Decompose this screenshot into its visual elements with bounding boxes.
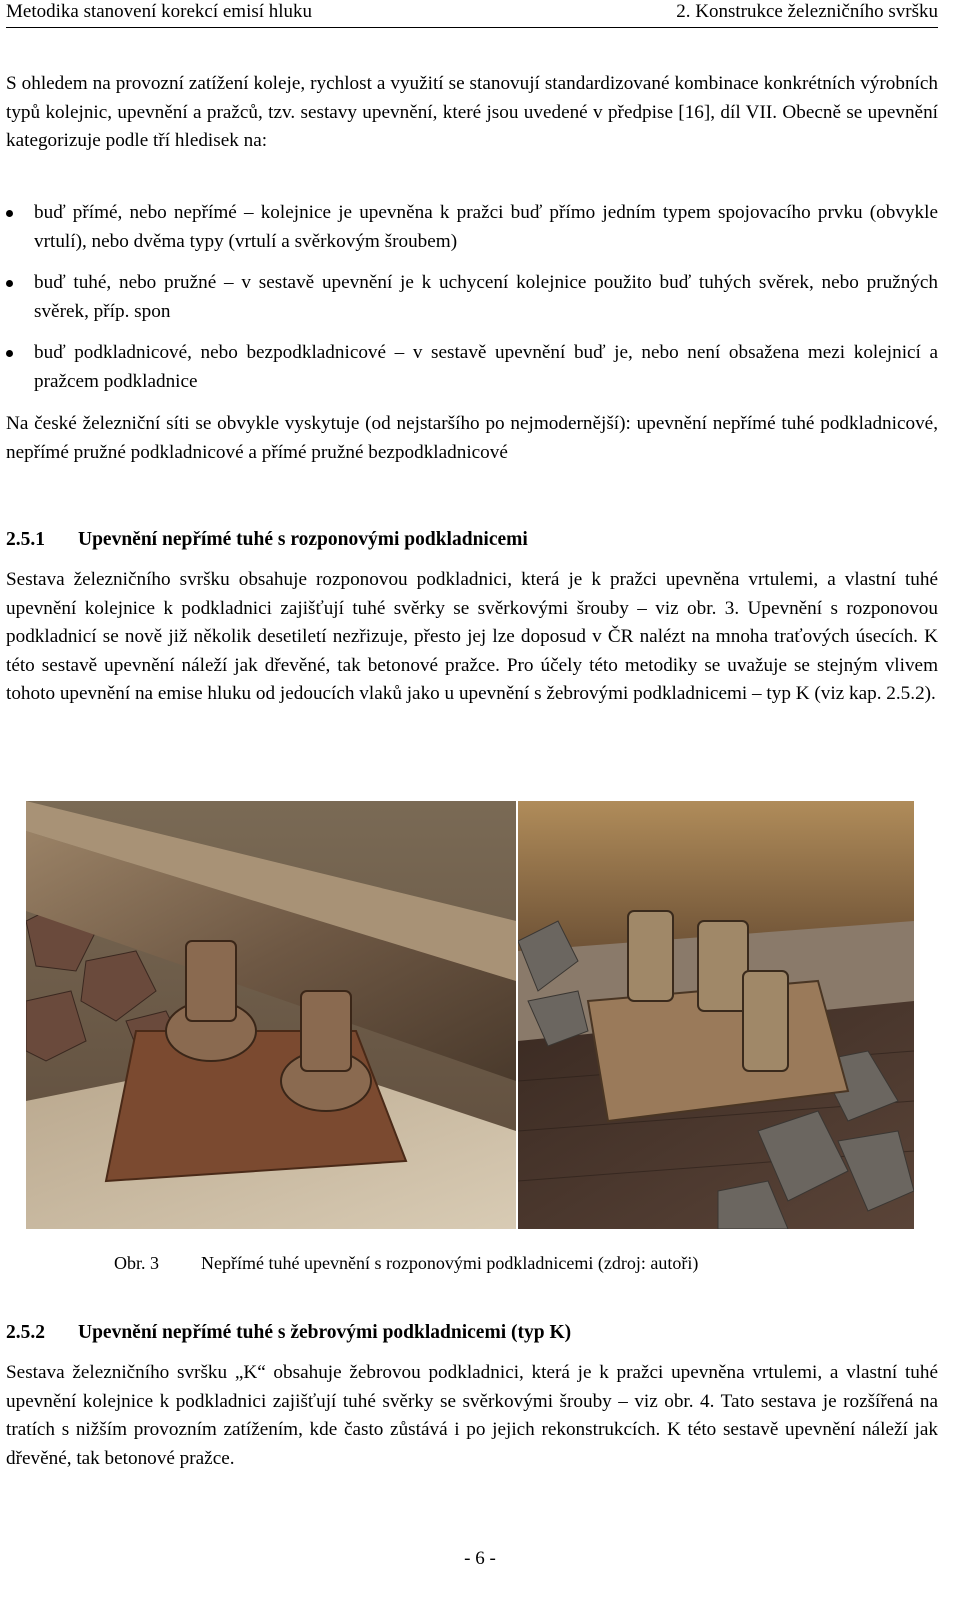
- section-number: 2.5.1: [6, 529, 45, 550]
- list-item: [6, 339, 938, 396]
- section-heading-2-5-1: [6, 526, 528, 554]
- photo-wooden-sleeper-fastening: [518, 801, 914, 1229]
- fastening-criteria-list: [6, 199, 938, 409]
- photo-concrete-sleeper-fastening: [26, 801, 516, 1229]
- page-header: [6, 0, 938, 28]
- list-item-text: buď přímé, nebo nepřímé – kolejnice je upevněna k pražci buď přímo jedním typem spojovacího prvku (obvykle vrtulí), nebo dvěma typy (vrtulí a svěrkovým šroubem): [34, 202, 938, 252]
- section-2-5-1-text: Sestava železničního svršku obsahuje rozponovou podkladnici, která je k pražci upevněna vrtulemi, a vlastní tuhé upevnění kolejnice k podkladnici zajišťují tuhé svěrky se svěrkovými šrouby – viz obr. 3. Upevnění s rozponovou podkladnicí se nově již několik desetiletí nezřizuje, přesto jej lze doposud v ČR nalézt na mnoha traťových úsecích. K této sestavě upevnění náleží jak dřevěné, tak betonové pražce. Pro účely této metodiky se uvažuje se stejným vlivem tohoto upevnění na emise hluku od jedoucích vlaků jako u upevnění s žebrovými podkladnicemi – typ K (viz kap. 2.5.2).: [6, 569, 938, 704]
- section-title: Upevnění nepřímé tuhé s žebrovými podkladnicemi (typ K): [78, 1322, 572, 1343]
- section-heading-2-5-2: [6, 1319, 571, 1347]
- list-item: [6, 269, 938, 326]
- bullet-icon: [6, 210, 13, 217]
- list-item-text: buď podkladnicové, nebo bezpodkladnicové – v sestavě upevnění buď je, nebo není obsažena mezi kolejnicí a pražcem podkladnice: [34, 342, 938, 392]
- page-number: - 6 -: [464, 1548, 496, 1569]
- section-2-5-2-text: Sestava železničního svršku „K“ obsahuje žebrovou podkladnici, která je k pražci upevněna vrtulemi, a vlastní tuhé upevnění kolejnice k podkladnici zajišťují tuhé svěrky se svěrkovými šrouby – viz obr. 4. Tato sestava je rozšířená na tratích s nižším provozním zatížením, kde často zůstává i po jejich rekonstrukcích. K této sestavě upevnění náleží jak dřevěné, tak betonové pražce.: [6, 1362, 938, 1469]
- list-item: [6, 199, 938, 256]
- bullet-icon: [6, 280, 13, 287]
- header-left-title: Metodika stanovení korekcí emisí hluku: [6, 1, 313, 22]
- figure-caption: [114, 1250, 698, 1276]
- section-title: Upevnění nepřímé tuhé s rozponovými podkladnicemi: [78, 529, 528, 550]
- intro-paragraph: S ohledem na provozní zatížení koleje, rychlost a využití se stanovují standardizované kombinace konkrétních výrobních typů kolejnic, upevnění a pražců, tzv. sestavy upevnění, které jsou uvedené v předpise [16], díl VII. Obecně se upevnění kategorizuje podle tří hledisek na:: [6, 73, 938, 151]
- figure-label: Obr. 3: [114, 1253, 159, 1273]
- bullet-icon: [6, 350, 13, 357]
- network-paragraph: Na české železniční síti se obvykle vyskytuje (od nejstaršího po nejmodernější): upevnění nepřímé tuhé podkladnicové, nepřímé pružné podkladnicové a přímé pružné bezpodkladnicové: [6, 413, 938, 463]
- header-right-title: 2. Konstrukce železničního svršku: [676, 1, 938, 22]
- list-item-text: buď tuhé, nebo pružné – v sestavě upevnění je k uchycení kolejnice použito buď tuhých svěrek, nebo pružných svěrek, příp. spon: [34, 272, 938, 322]
- figure-caption-text: Nepřímé tuhé upevnění s rozponovými podkladnicemi (zdroj: autoři): [201, 1253, 699, 1273]
- section-number: 2.5.2: [6, 1322, 45, 1343]
